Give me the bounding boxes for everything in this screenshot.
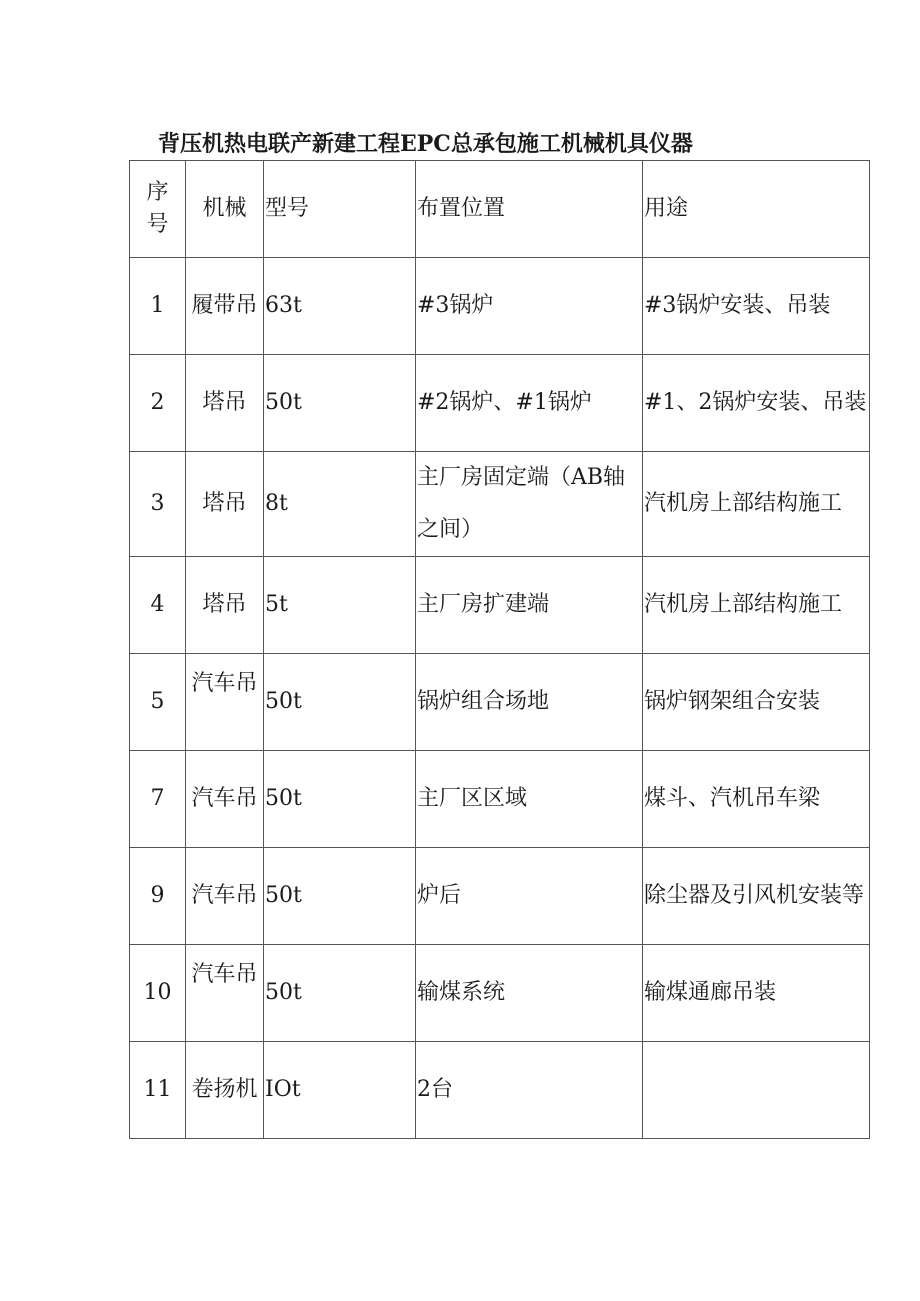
table-row [130, 355, 870, 452]
cell-machine: 卷扬机 [186, 1042, 264, 1139]
cell-model: 50t [264, 848, 416, 945]
cell-location: 主厂区区域 [416, 751, 643, 848]
cell-model: 5t [264, 557, 416, 654]
table-row [130, 258, 870, 355]
header-location: 布置位置 [416, 161, 643, 258]
cell-model: 50t [264, 751, 416, 848]
document-title: 背压机热电联产新建工程EPC总承包施工机械机具仪器 [158, 131, 693, 157]
cell-location: 2台 [416, 1042, 643, 1139]
cell-machine: 履带吊 [186, 258, 264, 355]
cell-location: #2锅炉、#1锅炉 [416, 355, 643, 452]
cell-machine: 汽车吊 [186, 751, 264, 848]
cell-model: 8t [264, 452, 416, 557]
cell-location: 输煤系统 [416, 945, 643, 1042]
header-model: 型号 [264, 161, 416, 258]
table-row [130, 1042, 870, 1139]
cell-model: IOt [264, 1042, 416, 1139]
cell-model: 50t [264, 654, 416, 751]
table-row [130, 452, 870, 557]
machinery-table [129, 160, 870, 1139]
header-purpose: 用途 [643, 161, 870, 258]
table-row [130, 557, 870, 654]
cell-location: 炉后 [416, 848, 643, 945]
cell-seq: 3 [130, 452, 186, 557]
cell-seq: 11 [130, 1042, 186, 1139]
cell-model: 63t [264, 258, 416, 355]
table-row [130, 654, 870, 751]
cell-location: 主厂房扩建端 [416, 557, 643, 654]
cell-seq: 9 [130, 848, 186, 945]
header-seq [130, 161, 186, 258]
table-row [130, 751, 870, 848]
cell-purpose: 输煤通廊吊装 [643, 945, 870, 1042]
table-header-row [130, 161, 870, 258]
cell-machine: 塔吊 [186, 557, 264, 654]
cell-seq: 4 [130, 557, 186, 654]
header-seq-line1: 序 [146, 180, 169, 205]
cell-model: 50t [264, 945, 416, 1042]
cell-seq: 7 [130, 751, 186, 848]
cell-location: #3锅炉 [416, 258, 643, 355]
cell-location: 锅炉组合场地 [416, 654, 643, 751]
cell-seq: 1 [130, 258, 186, 355]
cell-seq: 10 [130, 945, 186, 1042]
cell-seq: 2 [130, 355, 186, 452]
cell-purpose: #3锅炉安装、吊装 [643, 258, 870, 355]
cell-model: 50t [264, 355, 416, 452]
cell-purpose: 除尘器及引风机安装等 [643, 848, 870, 945]
header-seq-line2: 号 [146, 212, 169, 237]
cell-purpose: 汽机房上部结构施工 [643, 557, 870, 654]
header-machine: 机械 [186, 161, 264, 258]
cell-machine: 汽车吊 [186, 654, 264, 751]
cell-purpose: 汽机房上部结构施工 [643, 452, 870, 557]
cell-machine: 塔吊 [186, 355, 264, 452]
cell-machine: 汽车吊 [186, 848, 264, 945]
table-row [130, 945, 870, 1042]
cell-machine: 塔吊 [186, 452, 264, 557]
cell-purpose [643, 1042, 870, 1139]
cell-purpose: 锅炉钢架组合安装 [643, 654, 870, 751]
cell-purpose: 煤斗、汽机吊车梁 [643, 751, 870, 848]
cell-seq: 5 [130, 654, 186, 751]
cell-purpose: #1、2锅炉安装、吊装 [643, 355, 870, 452]
cell-location: 主厂房固定端（AB轴之间） [416, 452, 643, 557]
cell-machine: 汽车吊 [186, 945, 264, 1042]
table-row [130, 848, 870, 945]
